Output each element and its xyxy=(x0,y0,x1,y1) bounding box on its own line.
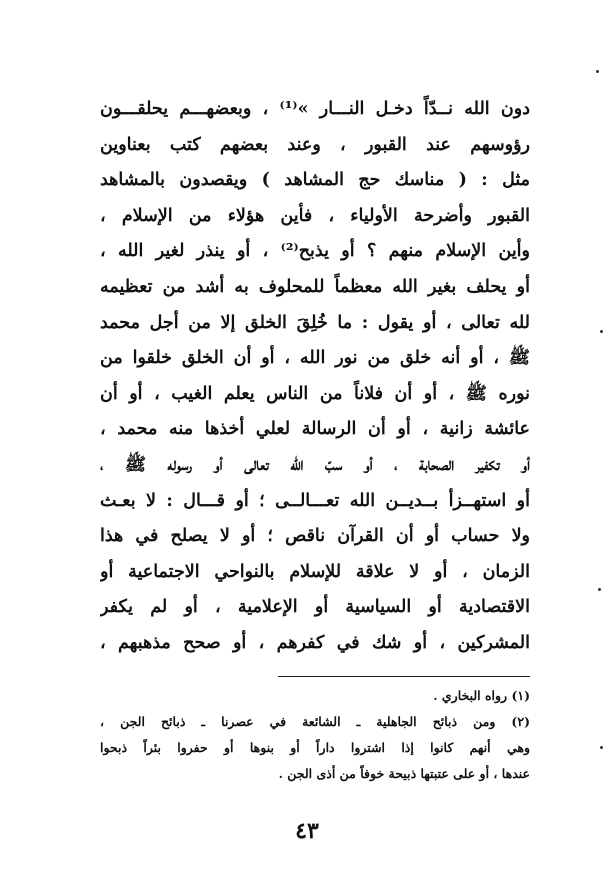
footnote-separator xyxy=(278,676,530,677)
footnotes xyxy=(100,683,530,787)
text-line: القبور وأضرحة الأولياء ، فأين هؤلاء من الإسلام ، xyxy=(100,205,530,226)
scan-speck xyxy=(596,70,599,73)
page-number: ٤٣ xyxy=(295,818,319,844)
text-line: أو استهــزأ بــديــن الله تعـــالــى ؛ أو قـــال : لا بعـث xyxy=(100,490,530,511)
text-line: ﷺ ، أو أنه خلق من نور الله ، أو أن الخلق خلقوا من xyxy=(100,348,530,369)
text-line: وأين الإسلام منهم ؟ أو يذبح⁽²⁾ ، أو ينذر لغير الله ، xyxy=(100,241,530,262)
text-line: لله تعالى ، أو يقول : ما خُلِقَ الخلق إلا من أجل محمد xyxy=(100,312,530,333)
scan-speck xyxy=(600,746,603,749)
text-line: رؤوسهم عند القبور ، وعند بعضهم كتب بعناوين xyxy=(100,134,530,155)
text-line: أو يحلف بغير الله معظماً للمحلوف به أشد من تعظيمه xyxy=(100,276,530,297)
footnote-2-continued: عندها ، أو على عتبتها ذبيحة خوفاً من أذى الجن . xyxy=(278,766,530,781)
footnote-1: (١) رواه البخاري . xyxy=(433,688,530,703)
text-line: ولا حساب أو أن القرآن ناقص ؛ أو لا يصلح في هذا xyxy=(100,526,530,547)
text-line: الزمان ، أو لا علاقة للإسلام بالنواحي الاجتماعية أو xyxy=(100,561,530,582)
footnote-2: (٢) ومن ذبائح الجاهلية ـ الشائعة في عصرنا ـ ذبائح الجن ، xyxy=(100,714,530,729)
text-line: المشركين ، أو شك في كفرهم ، أو صحح مذهبهم ، xyxy=(100,632,530,653)
text-line: أو تكفير الصحابة ، أو سبّ الله تعالى أو رسوله ﷺ ، xyxy=(100,454,530,475)
main-text xyxy=(100,92,530,662)
scan-speck xyxy=(598,588,601,591)
text-line: نوره ﷺ ، أو أن فلاناً من الناس يعلم الغيب ، أو أن xyxy=(100,383,530,404)
text-line: مثل : ( مناسك حج المشاهد ) ويقصدون بالمشاهد xyxy=(100,170,530,191)
text-line: عائشة زانية ، أو أن الرسالة لعلي أخذها منه محمد ، xyxy=(100,419,530,440)
text-line: دون الله نــدّاً دخـل النـــار »⁽¹⁾ ، وبعضهـــم يحلقـــون xyxy=(100,99,530,119)
scan-speck xyxy=(600,330,603,333)
footnote-2-continued: وهي أنهم كانوا إذا اشتروا داراً أو بنوها أو حفروا بئراً ذبحوا xyxy=(100,740,530,755)
text-line: الاقتصادية أو السياسية أو الإعلامية ، أو لم يكفر xyxy=(100,597,530,618)
